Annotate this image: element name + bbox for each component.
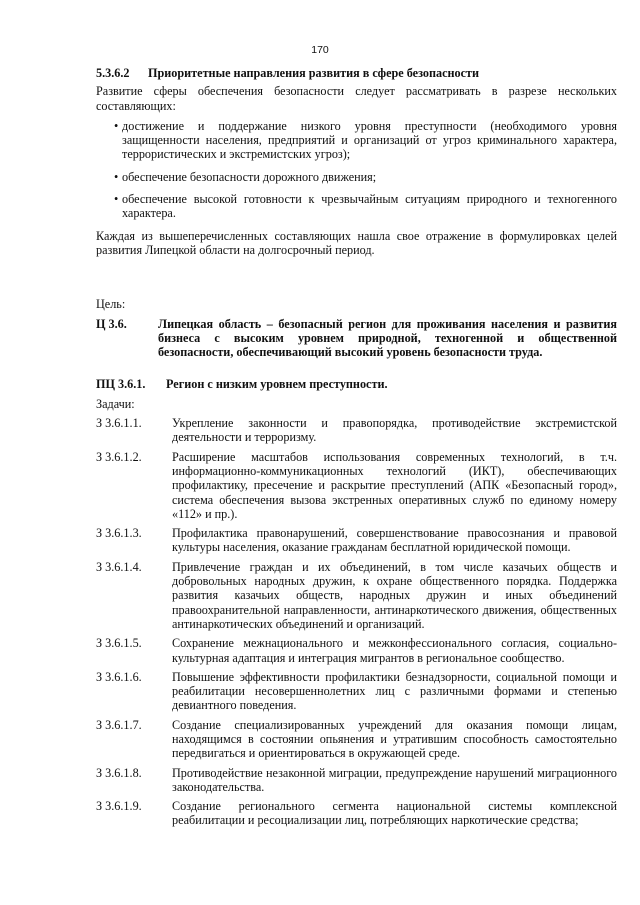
page-number: 170 <box>311 44 329 56</box>
section-number: 5.3.6.2 <box>96 66 130 80</box>
bullet-icon: • <box>114 118 119 133</box>
task-text: Привлечение граждан и их объединений, в том числе казачьих обществ и добровольных народных дружин, к охране общественного порядка. Поддержка развития казачьих обществ, народных дружин и иных объединений правоохранительной направленности, антинаркотического движения, общественных антинаркотических объединений и организаций. <box>172 559 617 631</box>
page-content <box>96 66 617 828</box>
list-item <box>96 192 617 221</box>
task-text: Создание регионального сегмента национальной системы комплексной реабилитации и ресоциализации лиц, потребляющих наркотические средства; <box>172 799 617 828</box>
goal-block <box>96 317 617 360</box>
tasks-label: Задачи: <box>96 396 135 411</box>
task-item <box>96 766 617 795</box>
task-text: Повышение эффективности профилактики безнадзорности, социальной помощи и реабилитации несовершеннолетних лиц с различными формами и степенью девиантного поведения. <box>172 669 617 713</box>
task-text: Профилактика правонарушений, совершенствование правосознания и правовой культуры населения, оказание гражданам бесплатной юридической помощи. <box>172 526 617 555</box>
list-item-text: достижение и поддержание низкого уровня преступности (необходимого уровня защищенности населения, предприятий и организаций от угроз криминального характера, террористических и экстремистских угроз); <box>122 118 617 162</box>
task-code: З 3.6.1.9. <box>96 799 142 814</box>
task-item <box>96 526 617 555</box>
task-text: Расширение масштабов использования современных технологий, в т.ч. информационно-коммуникационных технологий (ИКТ), обеспечивающих профилактику, пресечение и раскрытие преступлений (АПК «Безопасный город», система обеспечения вызова экстренных оперативных служб по единому номеру «112» и пр.). <box>172 449 617 521</box>
task-code: З 3.6.1.1. <box>96 416 142 431</box>
goal-label: Цель: <box>96 297 126 312</box>
task-item <box>96 560 617 631</box>
section-heading <box>96 66 617 80</box>
task-text: Противодействие незаконной миграции, предупреждение нарушений миграционного законодательства. <box>172 765 617 794</box>
bullet-list <box>96 119 617 221</box>
bullet-icon: • <box>114 192 119 207</box>
goal-code: Ц 3.6. <box>96 316 127 331</box>
goal-text: Липецкая область – безопасный регион для проживания населения и развития бизнеса с высоким уровнем природной, техногенной и общественной безопасности, обеспечивающий высокий уровень безопасности труда. <box>158 316 617 360</box>
intro-paragraph: Развитие сферы обеспечения безопасности следует рассматривать в разрезе нескольких составляющих: <box>96 84 617 113</box>
task-item <box>96 636 617 665</box>
task-text: Создание специализированных учреждений для оказания помощи лицам, находящимся в состоянии опьянения и утратившим способность самостоятельно передвигаться и ориентироваться в окружающей среде. <box>172 717 617 761</box>
list-item-text: обеспечение высокой готовности к чрезвычайным ситуациям природного и техногенного характера. <box>122 192 617 221</box>
task-code: З 3.6.1.7. <box>96 717 142 732</box>
summary-paragraph: Каждая из вышеперечисленных составляющих нашла свое отражение в формулировках целей развития Липецкой области на долгосрочный период. <box>96 228 617 257</box>
task-item <box>96 718 617 761</box>
list-item <box>96 119 617 162</box>
task-code: З 3.6.1.6. <box>96 669 142 684</box>
task-code: З 3.6.1.2. <box>96 449 142 464</box>
task-item <box>96 670 617 713</box>
subgoal-code: ПЦ 3.6.1. <box>96 377 146 392</box>
list-item-text: обеспечение безопасности дорожного движения; <box>122 169 377 184</box>
tasks-list <box>96 416 617 828</box>
subgoal-block <box>96 377 617 391</box>
bullet-icon: • <box>114 169 119 184</box>
task-item <box>96 450 617 521</box>
task-code: З 3.6.1.5. <box>96 636 142 651</box>
section-title: Приоритетные направления развития в сфере безопасности <box>148 66 480 80</box>
subgoal-text: Регион с низким уровнем преступности. <box>166 377 388 392</box>
task-text: Укрепление законности и правопорядка, противодействие экстремистской деятельности и терроризму. <box>172 416 617 445</box>
task-code: З 3.6.1.4. <box>96 559 142 574</box>
list-item <box>96 170 617 184</box>
task-code: З 3.6.1.3. <box>96 526 142 541</box>
task-code: З 3.6.1.8. <box>96 765 142 780</box>
task-text: Сохранение межнационального и межконфессионального согласия, социально-культурная адаптация и интеграция мигрантов в региональное сообщество. <box>172 636 617 665</box>
task-item <box>96 416 617 445</box>
task-item <box>96 799 617 828</box>
